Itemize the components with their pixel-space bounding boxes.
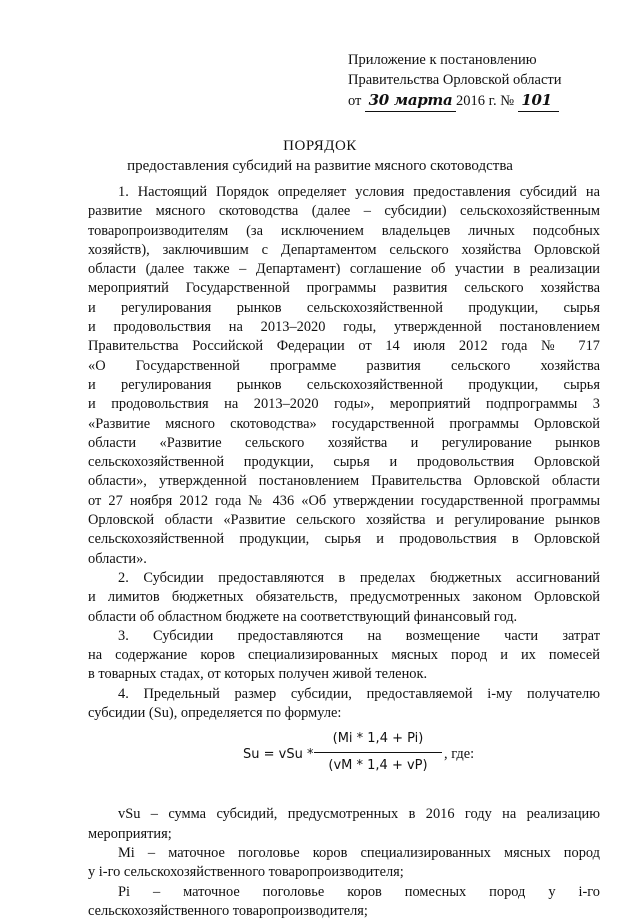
p4-line: 4. Предельный размер субсидии, предоставляемой i-му получателю — [88, 685, 600, 704]
p1-line: области (далее также – Департамент) соглашение об участии в реализации — [88, 260, 600, 279]
handwritten-number-text: 101 — [521, 91, 551, 109]
definition-line: у i-го сельскохозяйственного товаропроизводителя; — [88, 863, 600, 882]
p1-line: «О Государственной программе развития сельского хозяйства — [88, 357, 600, 376]
definition-mi — [88, 844, 600, 883]
p4-line: субсидии (Su), определяется по формуле: — [88, 704, 600, 723]
p3-line: 3. Субсидии предоставляются на возмещение части затрат — [88, 627, 600, 646]
p1-line: и продовольствия на 2013–2020 годы, утвержденной постановлением — [88, 318, 600, 337]
p1-line: Правительства Российской Федерации от 14 июля 2012 года № 717 — [88, 337, 600, 356]
definition-line: Mi – маточное поголовье коров специализированных мясных пород — [88, 844, 600, 863]
header-from-prefix: от — [348, 93, 361, 109]
p1-line: сельскохозяйственной продукции, сырья и продовольствия в Орловской — [88, 530, 600, 549]
p2-line: 2. Субсидии предоставляются в пределах бюджетных ассигнований — [88, 569, 600, 588]
p3-line: в товарных стадах, от которых получен живой теленок. — [88, 665, 600, 684]
p1-line: и регулирования рынков сельскохозяйственной продукции, сырья — [88, 299, 600, 318]
p1-line: хозяйств), заключившим с Департаментом сельского хозяйства Орловской — [88, 241, 600, 260]
definition-line: сельскохозяйственного товаропроизводителя; — [88, 902, 600, 921]
p1-line: области». — [88, 550, 600, 569]
formula-tail: , где: — [444, 745, 474, 764]
p1-line: области», утвержденной постановлением Правительства Орловской области — [88, 472, 600, 491]
p1-line: мероприятий Государственной программы развития сельского хозяйства — [88, 279, 600, 298]
p1-line: «Развитие мясного скотоводства» государственной программы Орловской — [88, 415, 600, 434]
p1-line: 1. Настоящий Порядок определяет условия предоставления субсидий на — [88, 183, 600, 202]
formula-lhs: Su = vSu * — [243, 745, 313, 764]
subsidy-formula — [88, 727, 600, 785]
p2-line: и лимитов бюджетных обязательств, предусмотренных законом Орловской — [88, 588, 600, 607]
p1-line: развитие мясного скотоводства (далее – субсидии) сельскохозяйственным — [88, 202, 600, 221]
paragraph-1 — [88, 183, 600, 569]
p1-line: товаропроизводителям (за исключением владельцев личных подсобных — [88, 222, 600, 241]
definition-pi — [88, 883, 600, 921]
p1-line: области «Развитие сельского хозяйства и регулирование рынков — [88, 434, 600, 453]
paragraph-2 — [88, 569, 600, 627]
paragraph-4 — [88, 685, 600, 724]
formula-denominator: (vM * 1,4 + vP) — [314, 753, 442, 775]
p1-line: и регулирования рынков сельскохозяйственной продукции, сырья — [88, 376, 600, 395]
formula-fraction — [314, 729, 442, 775]
header-line-1: Приложение к постановлению — [348, 50, 608, 70]
paragraph-3 — [88, 627, 600, 685]
definition-line: мероприятия; — [88, 825, 600, 844]
p1-line: от 27 ноября 2012 года № 436 «Об утверждении государственной программы — [88, 492, 600, 511]
document-body — [88, 183, 600, 921]
handwritten-date — [365, 90, 456, 112]
formula-numerator: (Mi * 1,4 + Pi) — [314, 729, 442, 752]
header-year-number: 2016 г. № — [456, 93, 514, 109]
p3-line: на содержание коров специализированных мясных пород и их помесей — [88, 646, 600, 665]
p2-line: области об областном бюджете на соответствующий финансовый год. — [88, 608, 600, 627]
p1-line: и продовольствия на 2013–2020 годы», мероприятий подпрограммы 3 — [88, 395, 600, 414]
p1-line: Орловской области «Развитие сельского хозяйства и регулирование рынков — [88, 511, 600, 530]
definition-line: vSu – сумма субсидий, предусмотренных в 2016 году на реализацию — [88, 805, 600, 824]
spacer — [88, 793, 600, 805]
definition-line: Pi – маточное поголовье коров помесных пород у i-го — [88, 883, 600, 902]
header-date-line — [348, 90, 608, 112]
definition-vsu — [88, 805, 600, 844]
document-subtitle: предоставления субсидий на развитие мясного скотоводства — [0, 158, 640, 175]
p1-line: сельскохозяйственной продукции, сырья и продовольствия Орловской — [88, 453, 600, 472]
handwritten-number — [518, 90, 559, 112]
header-line-2: Правительства Орловской области — [348, 70, 608, 90]
appendix-header — [348, 50, 608, 112]
document-title: ПОРЯДОК — [0, 138, 640, 155]
handwritten-date-text: 30 марта — [369, 91, 453, 109]
